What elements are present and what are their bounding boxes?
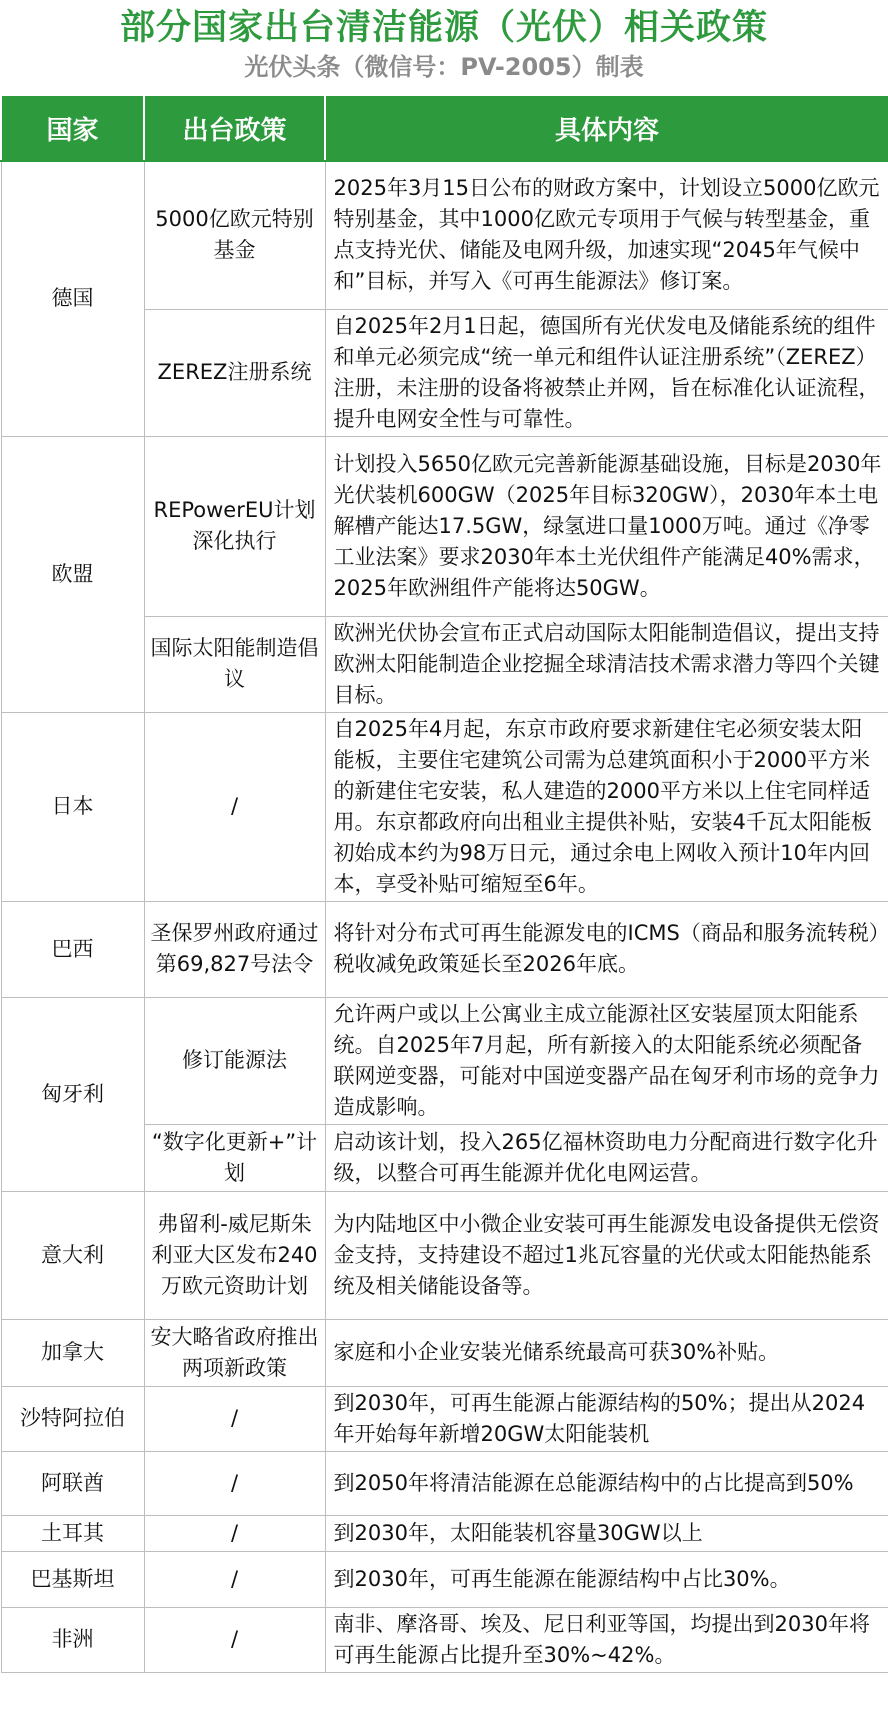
table-row (1, 1191, 888, 1319)
content-cell: 启动该计划，投入265亿福林资助电力分配商进行数字化升级，以整合可再生能源并优化电网运营。 (325, 1124, 888, 1191)
header (0, 0, 888, 94)
country-cell: 加拿大 (1, 1319, 144, 1386)
content-cell: 允许两户或以上公寓业主成立能源社区安装屋顶太阳能系统。自2025年7月起，所有新接入的太阳能系统必须配备联网逆变器，可能对中国逆变器产品在匈牙利市场的竞争力造成影响。 (325, 997, 888, 1124)
country-cell: 欧盟 (1, 436, 144, 712)
content-cell: 家庭和小企业安装光储系统最高可获30%补贴。 (325, 1319, 888, 1386)
content-cell: 为内陆地区中小微企业安装可再生能源发电设备提供无偿资金支持，支持建设不超过1兆瓦容量的光伏或太阳能热能系统及相关储能设备等。 (325, 1191, 888, 1319)
policy-cell: ZEREZ注册系统 (144, 309, 325, 436)
policy-cell: REPowerEU计划深化执行 (144, 436, 325, 616)
table-row (1, 901, 888, 997)
country-cell: 巴西 (1, 901, 144, 997)
country-cell: 意大利 (1, 1191, 144, 1319)
country-cell: 沙特阿拉伯 (1, 1386, 144, 1451)
policy-cell: 弗留利-威尼斯朱利亚大区发布240万欧元资助计划 (144, 1191, 325, 1319)
policy-cell: / (144, 1515, 325, 1551)
content-cell: 到2050年将清洁能源在总能源结构中的占比提高到50% (325, 1451, 888, 1515)
content-cell: 2025年3月15日公布的财政方案中，计划设立5000亿欧元特别基金，其中1000亿欧元专项用于气候与转型基金，重点支持光伏、储能及电网升级，加速实现“2045年气候中和”目标，并写入《可再生能源法》修订案。 (325, 161, 888, 309)
page-subtitle: 光伏头条（微信号：PV-2005）制表 (244, 53, 644, 81)
page-title: 部分国家出台清洁能源（光伏）相关政策 (119, 8, 768, 48)
country-cell: 阿联酋 (1, 1451, 144, 1515)
table-header-row (1, 95, 888, 161)
policy-cell: / (144, 1386, 325, 1451)
table-row (1, 712, 888, 901)
policy-cell: 修订能源法 (144, 997, 325, 1124)
content-cell: 自2025年4月起，东京市政府要求新建住宅必须安装太阳能板，主要住宅建筑公司需为总建筑面积小于2000平方米的新建住宅安装，私人建造的2000平方米以上住宅同样适用。东京都政府向出租业主提供补贴，安装4千瓦太阳能板初始成本约为98万日元，通过余电上网收入预计10年内回本，享受补贴可缩短至6年。 (325, 712, 888, 901)
table-row (1, 1319, 888, 1386)
table-row (1, 1551, 888, 1607)
policy-cell: / (144, 1607, 325, 1672)
content-cell: 计划投入5650亿欧元完善新能源基础设施，目标是2030年光伏装机600GW（2025年目标320GW），2030年本土电解槽产能达17.5GW，绿氢进口量1000万吨。通过《净零工业法案》要求2030年本土光伏组件产能满足40%需求，2025年欧洲组件产能将达50GW。 (325, 436, 888, 616)
policy-cell: 5000亿欧元特别基金 (144, 161, 325, 309)
policy-cell: “数字化更新+”计划 (144, 1124, 325, 1191)
column-header-country: 国家 (1, 95, 144, 161)
table-row (1, 1451, 888, 1515)
content-cell: 到2030年，可再生能源占能源结构的50%；提出从2024年开始每年新增20GW太阳能装机 (325, 1386, 888, 1451)
content-cell: 欧洲光伏协会宣布正式启动国际太阳能制造倡议，提出支持欧洲太阳能制造企业挖掘全球清洁技术需求潜力等四个关键目标。 (325, 616, 888, 712)
policy-cell: 国际太阳能制造倡议 (144, 616, 325, 712)
table-row (1, 161, 888, 309)
content-cell: 到2030年，太阳能装机容量30GW以上 (325, 1515, 888, 1551)
country-cell: 日本 (1, 712, 144, 901)
column-header-policy: 出台政策 (144, 95, 325, 161)
content-cell: 将针对分布式可再生能源发电的ICMS（商品和服务流转税）税收减免政策延长至2026年底。 (325, 901, 888, 997)
policy-cell: / (144, 1551, 325, 1607)
policy-cell: 圣保罗州政府通过第69,827号法令 (144, 901, 325, 997)
policy-cell: / (144, 1451, 325, 1515)
content-cell: 到2030年，可再生能源在能源结构中占比30%。 (325, 1551, 888, 1607)
table-row (1, 1515, 888, 1551)
country-cell: 土耳其 (1, 1515, 144, 1551)
country-cell: 巴基斯坦 (1, 1551, 144, 1607)
country-cell: 非洲 (1, 1607, 144, 1672)
table-row (1, 1386, 888, 1451)
country-cell: 匈牙利 (1, 997, 144, 1191)
column-header-content: 具体内容 (325, 95, 888, 161)
table-row (1, 436, 888, 616)
table-row (1, 1607, 888, 1672)
content-cell: 南非、摩洛哥、埃及、尼日利亚等国，均提出到2030年将可再生能源占比提升至30%~42%。 (325, 1607, 888, 1672)
content-cell: 自2025年2月1日起，德国所有光伏发电及储能系统的组件和单元必须完成“统一单元和组件认证注册系统”（ZEREZ）注册，未注册的设备将被禁止并网，旨在标准化认证流程，提升电网安全性与可靠性。 (325, 309, 888, 436)
policy-cell: / (144, 712, 325, 901)
policy-table (0, 94, 888, 1673)
policy-cell: 安大略省政府推出两项新政策 (144, 1319, 325, 1386)
table-row (1, 997, 888, 1124)
country-cell: 德国 (1, 161, 144, 436)
